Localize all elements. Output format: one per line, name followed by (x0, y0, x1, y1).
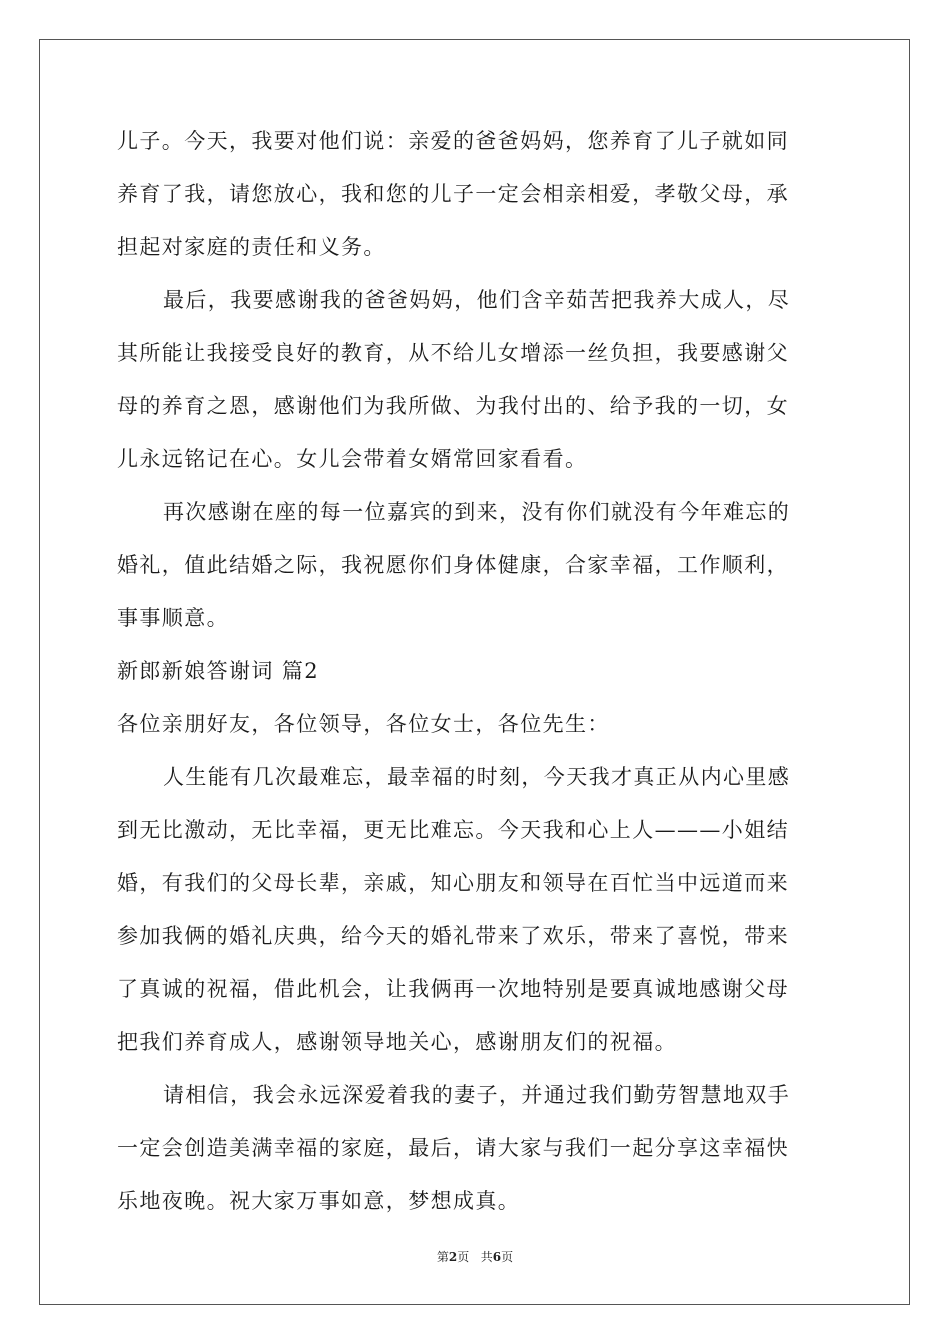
paragraph (117, 127, 835, 262)
text-line: 儿子。今天，我要对他们说：亲爱的爸爸妈妈，您养育了儿子就如同 (117, 129, 789, 153)
paragraph (117, 498, 835, 633)
text-line: 参加我俩的婚礼庆典，给今天的婚礼带来了欢乐，带来了喜悦，带来 (117, 924, 789, 948)
text-line: 再次感谢在座的每一位嘉宾的到来，没有你们就没有今年难忘的 (163, 500, 791, 524)
section-heading: 新郎新娘答谢词 篇2 (117, 659, 320, 683)
text-line: 一定会创造美满幸福的家庭，最后，请大家与我们一起分享这幸福快 (117, 1136, 789, 1160)
document-body (117, 127, 835, 1216)
text-line: 最后，我要感谢我的爸爸妈妈，他们含辛茹苦把我养大成人，尽 (163, 288, 791, 312)
total-suffix: 页 (501, 1250, 514, 1264)
text-line: 乐地夜晚。祝大家万事如意，梦想成真。 (117, 1189, 521, 1213)
page-footer (0, 1249, 950, 1265)
text-line: 母的养育之恩，感谢他们为我所做、为我付出的、给予我的一切，女 (117, 394, 789, 418)
text-line: 养育了我，请您放心，我和您的儿子一定会相亲相爱，孝敬父母，承 (117, 182, 789, 206)
text-line: 儿永远铭记在心。女儿会带着女婿常回家看看。 (117, 447, 588, 471)
text-line: 人生能有几次最难忘，最幸福的时刻，今天我才真正从内心里感 (163, 765, 791, 789)
total-prefix: 共 (480, 1250, 493, 1264)
text-line: 担起对家庭的责任和义务。 (117, 235, 386, 259)
text-line: 婚，有我们的父母长辈，亲戚，知心朋友和领导在百忙当中远道而来 (117, 871, 789, 895)
salutation-line: 各位亲朋好友，各位领导，各位女士，各位先生： (117, 712, 610, 736)
text-line: 婚礼，值此结婚之际，我祝愿你们身体健康，合家幸福，工作顺利， (117, 553, 789, 577)
text-line: 了真诚的祝福，借此机会，让我俩再一次地特别是要真诚地感谢父母 (117, 977, 789, 1001)
paragraph (117, 286, 835, 474)
total-pages: 6 (492, 1250, 502, 1264)
paragraph (117, 1081, 835, 1216)
text-line: 其所能让我接受良好的教育，从不给儿女增添一丝负担，我要感谢父 (117, 341, 789, 365)
page-prefix: 第 (436, 1250, 449, 1264)
text-line: 把我们养育成人，感谢领导地关心，感谢朋友们的祝福。 (117, 1030, 677, 1054)
page-suffix: 页 (457, 1250, 470, 1264)
text-line: 到无比激动，无比幸福，更无比难忘。今天我和心上人———小姐结 (117, 818, 789, 842)
text-line: 事事顺意。 (117, 606, 229, 630)
text-line: 请相信，我会永远深爱着我的妻子，并通过我们勤劳智慧地双手 (163, 1083, 791, 1107)
paragraph (117, 763, 835, 1057)
page-number: 2 (448, 1250, 458, 1264)
